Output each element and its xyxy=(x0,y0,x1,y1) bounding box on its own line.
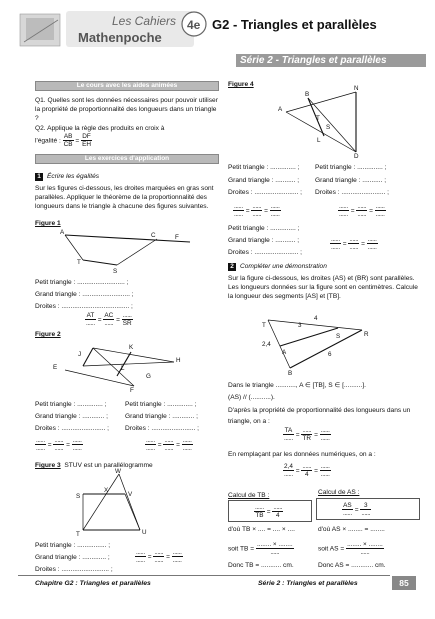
fig2-big-triangle: Grand triangle : ............ ; xyxy=(35,413,108,420)
figure-4-label: Figure 4 xyxy=(228,81,254,88)
point-label: G xyxy=(146,373,151,380)
exercise-2-text: Sur la figure ci-dessous, les droites (AS) et (BR) sont parallèles. Les longueurs données sur la figure sont en centimètres. Calcule la longueur des segments [AS] et [TB]. xyxy=(228,275,418,300)
demo-equality: $\frac{TA}{......}$ = $\frac{......}{TR}$ = $\frac{......}{......}$ xyxy=(284,427,330,442)
point-label: W xyxy=(115,468,121,475)
exercices-header: Les exercices d'application xyxy=(84,155,170,162)
footer-serie: Série 2 : Triangles et parallèles xyxy=(258,580,358,587)
page-number: 85 xyxy=(392,576,416,590)
figure-4-diagram xyxy=(228,84,418,158)
as-solve-line: soit AS = $\frac{........ \times ........}{......}$ xyxy=(318,541,383,556)
point-label: V xyxy=(128,491,133,498)
point-label: T xyxy=(316,115,320,122)
question-2-equality xyxy=(35,133,218,148)
exercise-number: 2 xyxy=(228,263,236,271)
fig1-equality: $\frac{AT}{......}$ = $\frac{AC}{......}$ = $\frac{......}{SR}$ xyxy=(86,312,132,327)
exercise-title: Compléter une démonstration xyxy=(240,263,327,270)
as-product-line: d'où AS × ........ = ........ xyxy=(318,526,385,533)
page-title: G2 - Triangles et parallèles xyxy=(212,17,377,32)
fig1-big-triangle: Grand triangle : .......................... ; xyxy=(35,291,134,298)
exercise-number: 1 xyxy=(35,173,43,181)
calc-tb-label: Calcul de TB : xyxy=(228,492,270,499)
fraction: $\frac{AB}{CB}$ xyxy=(63,133,73,148)
demo-numeric-equality: $\frac{2,4}{......}$ = $\frac{......}{4}$ = $\frac{......}{......}$ xyxy=(284,463,330,478)
fraction: $\frac{AT}{......}$ xyxy=(86,312,95,327)
question-2: Q2. Applique la règle des produits en croix à xyxy=(35,125,165,132)
point-label: K xyxy=(129,344,134,351)
figure-3-description: STUV est un parallélogramme xyxy=(64,462,153,469)
figure-1-label: Figure 1 xyxy=(35,220,61,227)
cours-header-bar xyxy=(35,81,219,91)
as-proportion-box: $\frac{AS}{......}$ = $\frac{3}{......}$ xyxy=(316,498,420,520)
fraction: $\frac{DF}{EH}$ xyxy=(82,133,91,148)
tb-result: Donc TB = ........... cm. xyxy=(228,562,294,569)
fig2-small-triangle-2: Petit triangle : .............. ; xyxy=(125,401,197,408)
footer-chapter: Chapitre G2 : Triangles et parallèles xyxy=(35,580,151,587)
fig2-big-triangle-2: Grand triangle : ............ ; xyxy=(125,413,198,420)
logo-line2: Mathenpoche xyxy=(78,30,162,45)
figure-5-diagram xyxy=(228,308,418,380)
tb-proportion-box: $\frac{......}{TB}$ = $\frac{......}{4}$ xyxy=(228,500,312,522)
fig4-lines: Droites : ........................ ; xyxy=(228,189,303,196)
exercise-2-heading xyxy=(228,262,327,271)
fig2-lines-2: Droites : ........................ ; xyxy=(125,425,200,432)
fraction: $\frac{......}{SR}$ xyxy=(122,312,132,327)
point-label: L xyxy=(317,137,321,144)
footer-divider xyxy=(18,575,390,576)
fig4-lines-3: Droites : ........................ ; xyxy=(228,249,303,256)
fig3-lines: Droites : .......................... ; xyxy=(35,566,113,573)
figure-3-label: Figure 3 xyxy=(35,462,61,469)
point-label: U xyxy=(142,529,147,536)
fig3-small-triangle: Petit triangle : ................ ; xyxy=(35,542,111,549)
fig4-big-triangle: Grand triangle : ........... ; xyxy=(228,177,300,184)
point-label: H xyxy=(176,357,181,364)
fig2-equality-2: $\frac{......}{......}$ = $\frac{......}{......}$ = $\frac{......}{......}$ xyxy=(146,437,192,452)
point-label: C xyxy=(151,232,156,239)
demo-line-2: (AS) // (...........). xyxy=(228,394,275,401)
collection-logo xyxy=(18,8,208,50)
exercise-1-text: Sur les figures ci-dessous, les droites marquées en gras sont parallèles. Appliquer le théorème de la proportionnalité des longueurs dans le triangle à chacune des figures suivantes. xyxy=(35,185,214,210)
figure-1-diagram xyxy=(35,225,220,277)
point-label: N xyxy=(354,85,359,92)
fig1-small-triangle: Petit triangle : .......................... ; xyxy=(35,279,129,286)
logo-grade: 4e xyxy=(187,18,201,32)
fig4-big-triangle-3: Grand triangle : ........... ; xyxy=(228,237,300,244)
point-label: S xyxy=(113,268,118,275)
point-label: B xyxy=(305,91,310,98)
point-label: S xyxy=(326,124,331,131)
point-label: E xyxy=(53,364,58,371)
question-1: Q1. Quelles sont les données nécessaires pour pouvoir utiliser la propriété de proportionnalité des longueurs dans un triangle ? xyxy=(35,97,218,122)
fig4-small-triangle-2: Petit triangle : .............. ; xyxy=(315,164,387,171)
tb-solve-line: soit TB = $\frac{........ \times ........}{......}$ xyxy=(228,541,293,556)
point-label: A xyxy=(282,349,287,356)
exercise-1-heading xyxy=(35,172,99,181)
fig4-lines-2: Droites : ........................ ; xyxy=(315,189,390,196)
point-label: S xyxy=(76,493,81,500)
length-label: 6 xyxy=(328,351,332,358)
point-label: T xyxy=(262,322,266,329)
fig4-small-triangle-3: Petit triangle : .............. ; xyxy=(228,225,300,232)
fig4-small-triangle: Petit triangle : .............. ; xyxy=(228,164,300,171)
point-label: T xyxy=(76,531,80,538)
fig1-lines: Droites : ..................................... ; xyxy=(35,303,133,310)
fig4-equality-3: $\frac{......}{......}$ = $\frac{......}{......}$ = $\frac{......}{......}$ xyxy=(331,236,377,251)
demo-line-1: Dans le triangle ..........., A ∈ [TB], S ∈ [..........]. xyxy=(228,382,366,389)
fig4-big-triangle-2: Grand triangle : ........... ; xyxy=(315,177,387,184)
fig3-equality: $\frac{......}{......}$ = $\frac{......}{......}$ = $\frac{......}{......}$ xyxy=(136,549,182,564)
fig4-equality-1: $\frac{......}{......}$ = $\frac{......}{......}$ = $\frac{......}{......}$ xyxy=(234,203,280,218)
figure-2-label: Figure 2 xyxy=(35,331,61,338)
figure-2-diagram xyxy=(35,340,220,392)
point-label: B xyxy=(288,370,293,377)
calc-as-label: Calcul de AS : xyxy=(318,489,360,496)
figure-3-diagram xyxy=(35,468,220,538)
demo-line-3: D'après la propriété de proportionnalité des longueurs dans un triangle, on a : xyxy=(228,407,411,425)
serie-title: Série 2 - Triangles et parallèles xyxy=(240,55,387,66)
length-label: 4 xyxy=(314,315,318,322)
point-label: A xyxy=(60,229,65,236)
point-label: S xyxy=(336,333,341,340)
tb-product-line: d'où TB × .... = .... × .... xyxy=(228,526,295,533)
exercices-header-bar xyxy=(35,154,219,164)
equals-sign: = xyxy=(75,137,80,145)
point-label: F xyxy=(130,387,134,392)
point-label: L xyxy=(121,365,125,372)
fig2-lines: Droites : ........................ ; xyxy=(35,425,110,432)
logo-artwork xyxy=(18,8,208,50)
point-label: F xyxy=(175,234,179,241)
length-label: 3 xyxy=(298,322,302,329)
point-label: X xyxy=(104,487,109,494)
as-result: Donc AS = ............ cm. xyxy=(318,562,386,569)
fig4-equality-2: $\frac{......}{......}$ = $\frac{......}{......}$ = $\frac{......}{......}$ xyxy=(339,203,385,218)
fraction: $\frac{AC}{......}$ xyxy=(104,312,114,327)
exercise-title: Écrire les égalités xyxy=(47,173,100,180)
point-label: A xyxy=(278,106,283,113)
fig2-equality-1: $\frac{......}{......}$ = $\frac{......}{......}$ = $\frac{......}{......}$ xyxy=(36,437,82,452)
demo-line-4: En remplaçant par les données numériques, on a : xyxy=(228,451,376,458)
point-label: T xyxy=(77,259,81,266)
fig3-big-triangle: Grand triangle : ............. ; xyxy=(35,554,110,561)
point-label: R xyxy=(364,331,369,338)
logo-line1: Les Cahiers xyxy=(112,14,177,28)
cours-header: Le cours avec les aides animées xyxy=(76,82,178,89)
length-label: 2,4 xyxy=(262,341,271,348)
point-label: J xyxy=(78,351,82,358)
fig2-small-triangle: Petit triangle : .............. ; xyxy=(35,401,107,408)
point-label: D xyxy=(354,153,359,158)
question-2-label: l'égalité : xyxy=(35,137,61,145)
